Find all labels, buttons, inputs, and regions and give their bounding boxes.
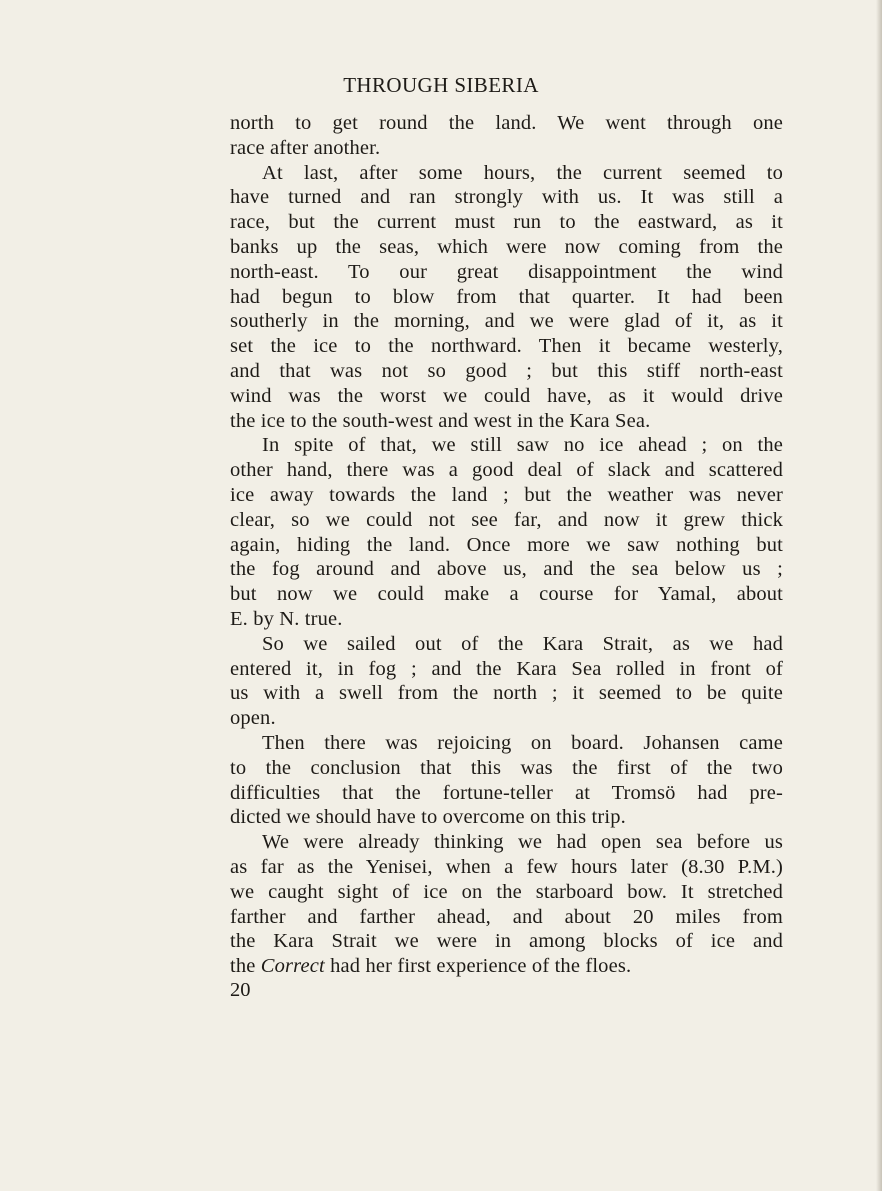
text-line: ice away towards the land ; but the weather was never: [230, 483, 783, 506]
page-edge-shadow: [876, 0, 882, 1191]
text-line: other hand, there was a good deal of slack and scattered: [230, 459, 783, 482]
text-line-final: [230, 954, 783, 979]
text-line: wind was the worst we could have, as it would drive: [230, 384, 783, 407]
text-line: set the ice to the northward. Then it became westerly,: [230, 335, 783, 358]
text-line: again, hiding the land. Once more we saw nothing but: [230, 533, 783, 556]
text-line: At last, after some hours, the current seemed to: [262, 161, 783, 184]
text-line: Then there was rejoicing on board. Johansen came: [262, 731, 783, 754]
text-line: dicted we should have to overcome on this trip.: [230, 806, 626, 829]
text-line: as far as the Yenisei, when a few hours later (8.30 P.M.): [230, 855, 783, 878]
text-line: entered it, in fog ; and the Kara Sea rolled in front of: [230, 657, 783, 680]
text-line: banks up the seas, which were now coming from the: [230, 235, 783, 258]
ship-name-italic: Correct: [260, 955, 325, 978]
text-line: In spite of that, we still saw no ice ahead ; on the: [262, 434, 783, 457]
text-line: and that was not so good ; but this stiff north-east: [230, 359, 783, 382]
text-line: north to get round the land. We went through one: [230, 112, 783, 134]
text-line: us with a swell from the north ; it seemed to be quite: [230, 682, 783, 705]
text-line: had begun to blow from that quarter. It had been: [230, 285, 783, 308]
text-line: we caught sight of ice on the starboard bow. It stretched: [230, 880, 783, 903]
text-line: race, but the current must run to the eastward, as it: [230, 211, 783, 234]
text-line: open.: [230, 707, 276, 730]
text-line: race after another.: [230, 136, 381, 159]
text-line: the fog around and above us, and the sea below us ;: [230, 558, 783, 581]
running-head: THROUGH SIBERIA: [343, 73, 539, 97]
text-line: the ice to the south-west and west in the Kara Sea.: [230, 409, 651, 432]
text-line: So we sailed out of the Kara Strait, as we had: [262, 632, 783, 655]
text-line: farther and farther ahead, and about 20 miles from: [230, 905, 783, 928]
text-line: difficulties that the fortune-teller at Tromsö had pre-: [230, 781, 783, 804]
text-line: but now we could make a course for Yamal, about: [230, 583, 783, 606]
text-line: north-east. To our great disappointment the wind: [230, 260, 783, 283]
text-line: have turned and ran strongly with us. It was still a: [230, 186, 783, 209]
text-fragment: had her first experience of the floes.: [324, 955, 632, 978]
body-text: [230, 111, 783, 979]
text-line: southerly in the morning, and we were glad of it, as it: [230, 310, 783, 333]
text-line: We were already thinking we had open sea before us: [262, 831, 783, 854]
text-line: to the conclusion that this was the first of the two: [230, 756, 783, 779]
text-fragment: the: [230, 955, 261, 978]
text-line: clear, so we could not see far, and now it grew thick: [230, 508, 783, 531]
text-line: E. by N. true.: [230, 607, 343, 630]
page-number: 20: [230, 979, 251, 1001]
text-line: the Kara Strait we were in among blocks of ice and: [230, 930, 783, 953]
